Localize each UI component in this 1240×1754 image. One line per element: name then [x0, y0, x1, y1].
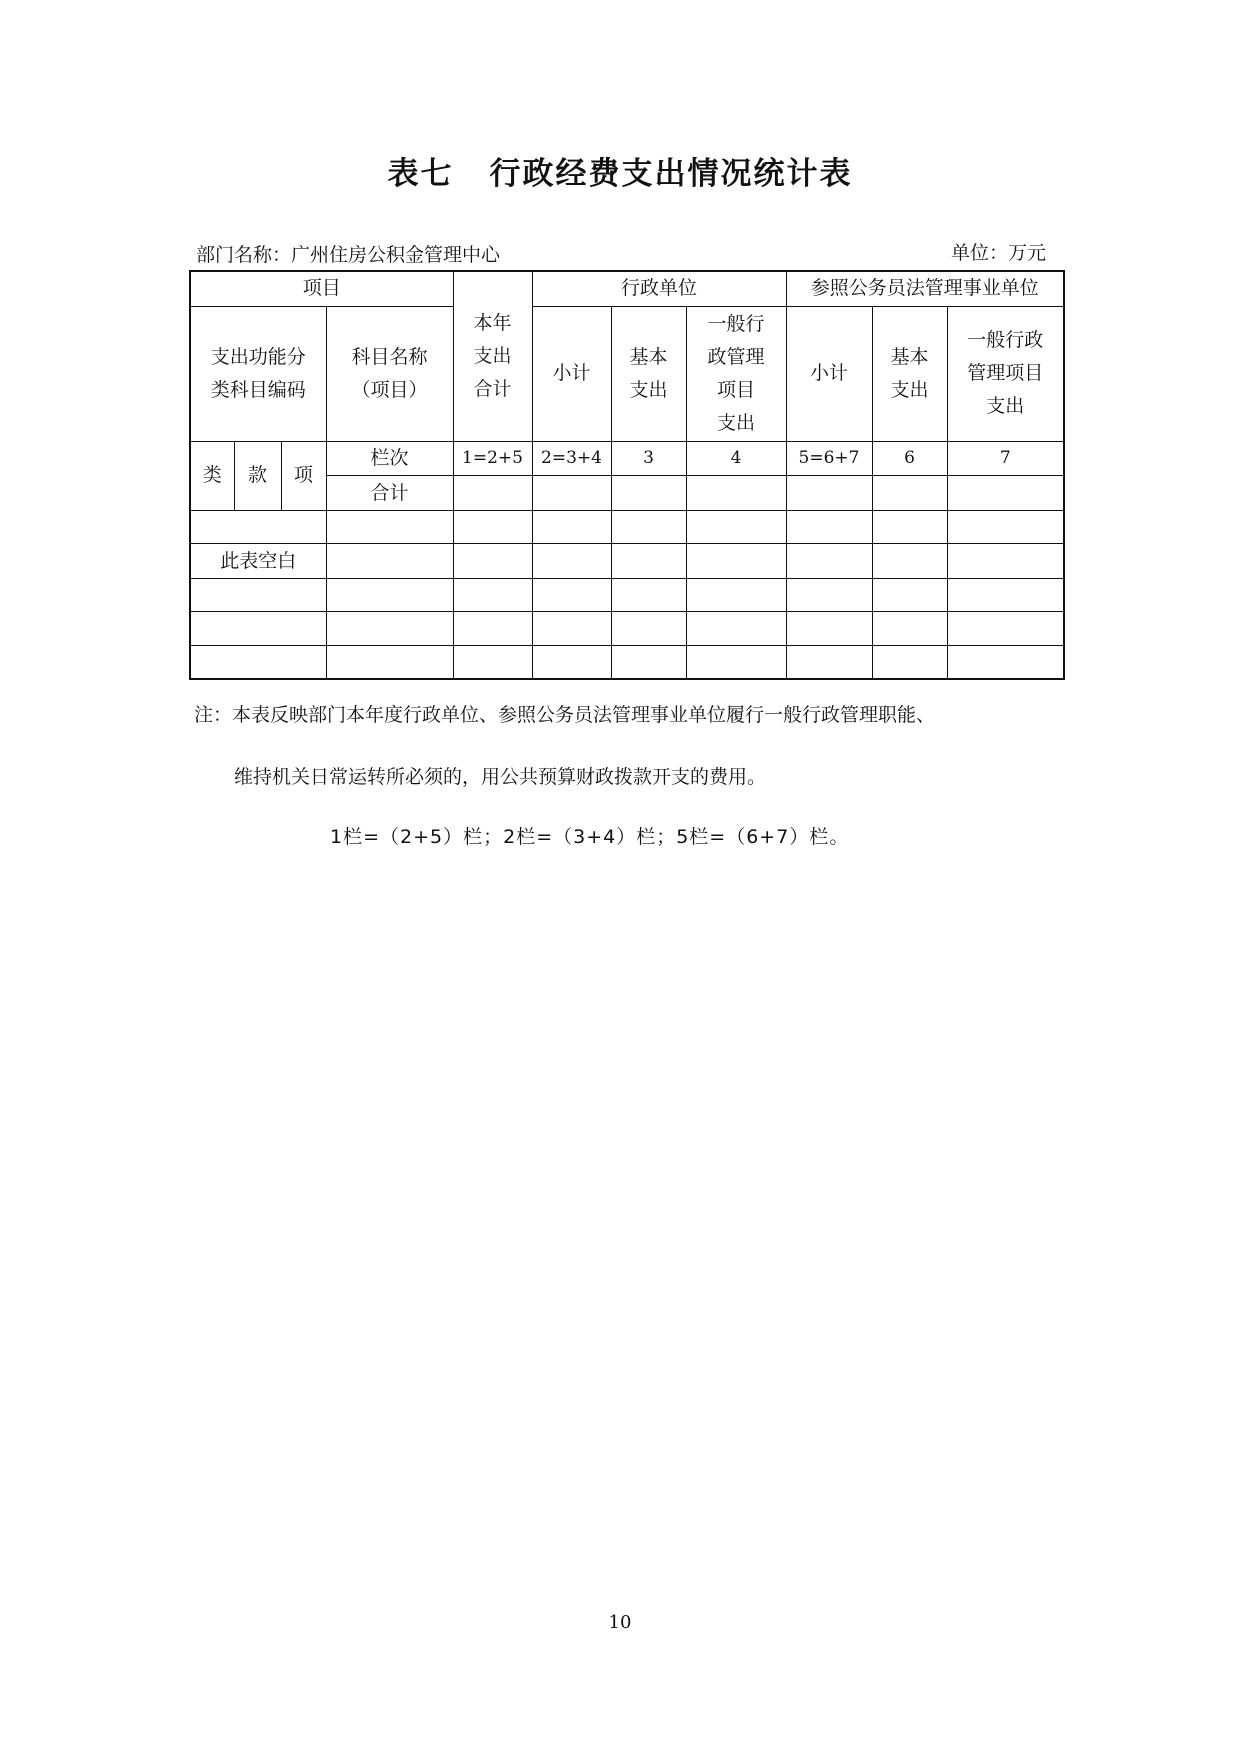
header-total-line: 本年	[473, 311, 512, 334]
table-row	[190, 578, 1064, 612]
table-row	[190, 612, 1064, 646]
table-cell	[947, 645, 1064, 679]
table-cell	[532, 510, 611, 544]
col-no-5: 5=6+7	[786, 441, 872, 476]
table-cell	[786, 476, 872, 511]
table-cell	[786, 612, 872, 646]
header-func-line: 类科目编码	[210, 378, 306, 401]
col-no-2: 2=3+4	[532, 441, 611, 476]
table-cell	[686, 578, 786, 612]
table-cell	[947, 612, 1064, 646]
col-no-6: 6	[872, 441, 947, 476]
header-func-line: 支出功能分	[210, 345, 306, 368]
header-subject-name	[326, 306, 453, 441]
table-cell	[453, 612, 532, 646]
expenditure-table	[189, 270, 1065, 680]
header-total-line: 合计	[473, 377, 512, 400]
table-row	[190, 510, 1064, 544]
table-cell	[190, 612, 326, 646]
table-cell	[453, 645, 532, 679]
table-cell	[532, 645, 611, 679]
table-cell	[326, 612, 453, 646]
unit-label: 单位：万元	[950, 242, 1046, 264]
header-lei: 类	[190, 441, 234, 510]
header-basic-line: 支出	[629, 378, 668, 401]
blank-notice: 此表空白	[190, 544, 326, 579]
table-cell	[686, 510, 786, 544]
table-cell	[947, 476, 1064, 511]
table-cell	[326, 510, 453, 544]
table-cell	[686, 612, 786, 646]
header-general-line: 政管理	[707, 345, 765, 368]
department-name: 部门名称：广州住房公积金管理中心	[196, 244, 501, 266]
page-number: 10	[608, 1612, 632, 1633]
table-cell	[190, 578, 326, 612]
header-ref-basic	[872, 306, 947, 441]
table-cell	[611, 578, 686, 612]
table-cell	[786, 510, 872, 544]
header-basic-line: 基本	[629, 345, 668, 368]
table-cell	[611, 476, 686, 511]
table-cell	[872, 578, 947, 612]
header-admin-units: 行政单位	[532, 271, 786, 306]
table-cell	[611, 645, 686, 679]
table-cell	[453, 476, 532, 511]
header-basic-line: 支出	[890, 378, 929, 401]
header-ref-units: 参照公务员法管理事业单位	[786, 271, 1064, 306]
table-cell	[872, 476, 947, 511]
header-subject-line: （项目）	[351, 378, 428, 401]
header-xiang: 项	[281, 441, 326, 510]
table-cell	[532, 476, 611, 511]
lanci-label: 栏次	[326, 441, 453, 476]
table-cell	[686, 544, 786, 579]
col-no-7: 7	[947, 441, 1064, 476]
title-table-number: 表七	[387, 156, 454, 192]
table-cell	[686, 645, 786, 679]
header-subject-line: 科目名称	[351, 345, 428, 368]
header-ref-subtotal: 小计	[786, 306, 872, 441]
note-formula: 1栏=（2+5）栏；2栏=（3+4）栏；5栏=（6+7）栏。	[330, 826, 850, 848]
header-general-line: 一般行政	[967, 329, 1044, 352]
table-cell	[786, 544, 872, 579]
table-cell	[786, 578, 872, 612]
table-cell	[686, 476, 786, 511]
table-row	[190, 544, 1064, 579]
header-func-code	[190, 306, 326, 441]
table-cell	[190, 510, 326, 544]
table-cell	[326, 544, 453, 579]
table-cell	[611, 544, 686, 579]
table-cell	[190, 645, 326, 679]
header-general-line: 项目	[717, 378, 756, 401]
table-cell	[872, 612, 947, 646]
header-ref-general	[947, 306, 1064, 441]
col-no-4: 4	[686, 441, 786, 476]
table-cell	[453, 510, 532, 544]
table-cell	[611, 510, 686, 544]
table-cell	[611, 612, 686, 646]
header-admin-general	[686, 306, 786, 441]
header-general-line: 一般行	[707, 312, 765, 335]
page-title	[0, 148, 1240, 193]
header-basic-line: 基本	[890, 345, 929, 368]
table-cell	[453, 578, 532, 612]
table-cell	[947, 578, 1064, 612]
table-cell	[532, 544, 611, 579]
note-line-2: 维持机关日常运转所必须的，用公共预算财政拨款开支的费用。	[234, 766, 767, 788]
col-no-1: 1=2+5	[453, 441, 532, 476]
header-item: 项目	[190, 271, 453, 306]
header-general-line: 支出	[986, 395, 1025, 418]
table-cell	[326, 645, 453, 679]
header-general-line: 管理项目	[967, 362, 1044, 385]
total-label: 合计	[326, 476, 453, 511]
table-cell	[326, 578, 453, 612]
table-cell	[786, 645, 872, 679]
header-kuan: 款	[234, 441, 281, 510]
table-cell	[453, 544, 532, 579]
header-admin-basic	[611, 306, 686, 441]
table-cell	[947, 544, 1064, 579]
table-cell	[532, 612, 611, 646]
header-general-line: 支出	[717, 411, 756, 434]
table-cell	[947, 510, 1064, 544]
title-table-name: 行政经费支出情况统计表	[489, 156, 853, 192]
table-cell	[532, 578, 611, 612]
col-no-3: 3	[611, 441, 686, 476]
note-line-1: 注：本表反映部门本年度行政单位、参照公务员法管理事业单位履行一般行政管理职能、	[194, 704, 936, 726]
table-cell	[872, 645, 947, 679]
table-row	[190, 645, 1064, 679]
header-total	[453, 271, 532, 441]
table-meta	[196, 240, 1046, 270]
header-admin-subtotal: 小计	[532, 306, 611, 441]
column-number-row	[190, 441, 1064, 476]
table-cell	[872, 544, 947, 579]
header-total-line: 支出	[473, 344, 512, 367]
table-cell	[872, 510, 947, 544]
header-row-2	[190, 306, 1064, 441]
header-row-1	[190, 271, 1064, 306]
